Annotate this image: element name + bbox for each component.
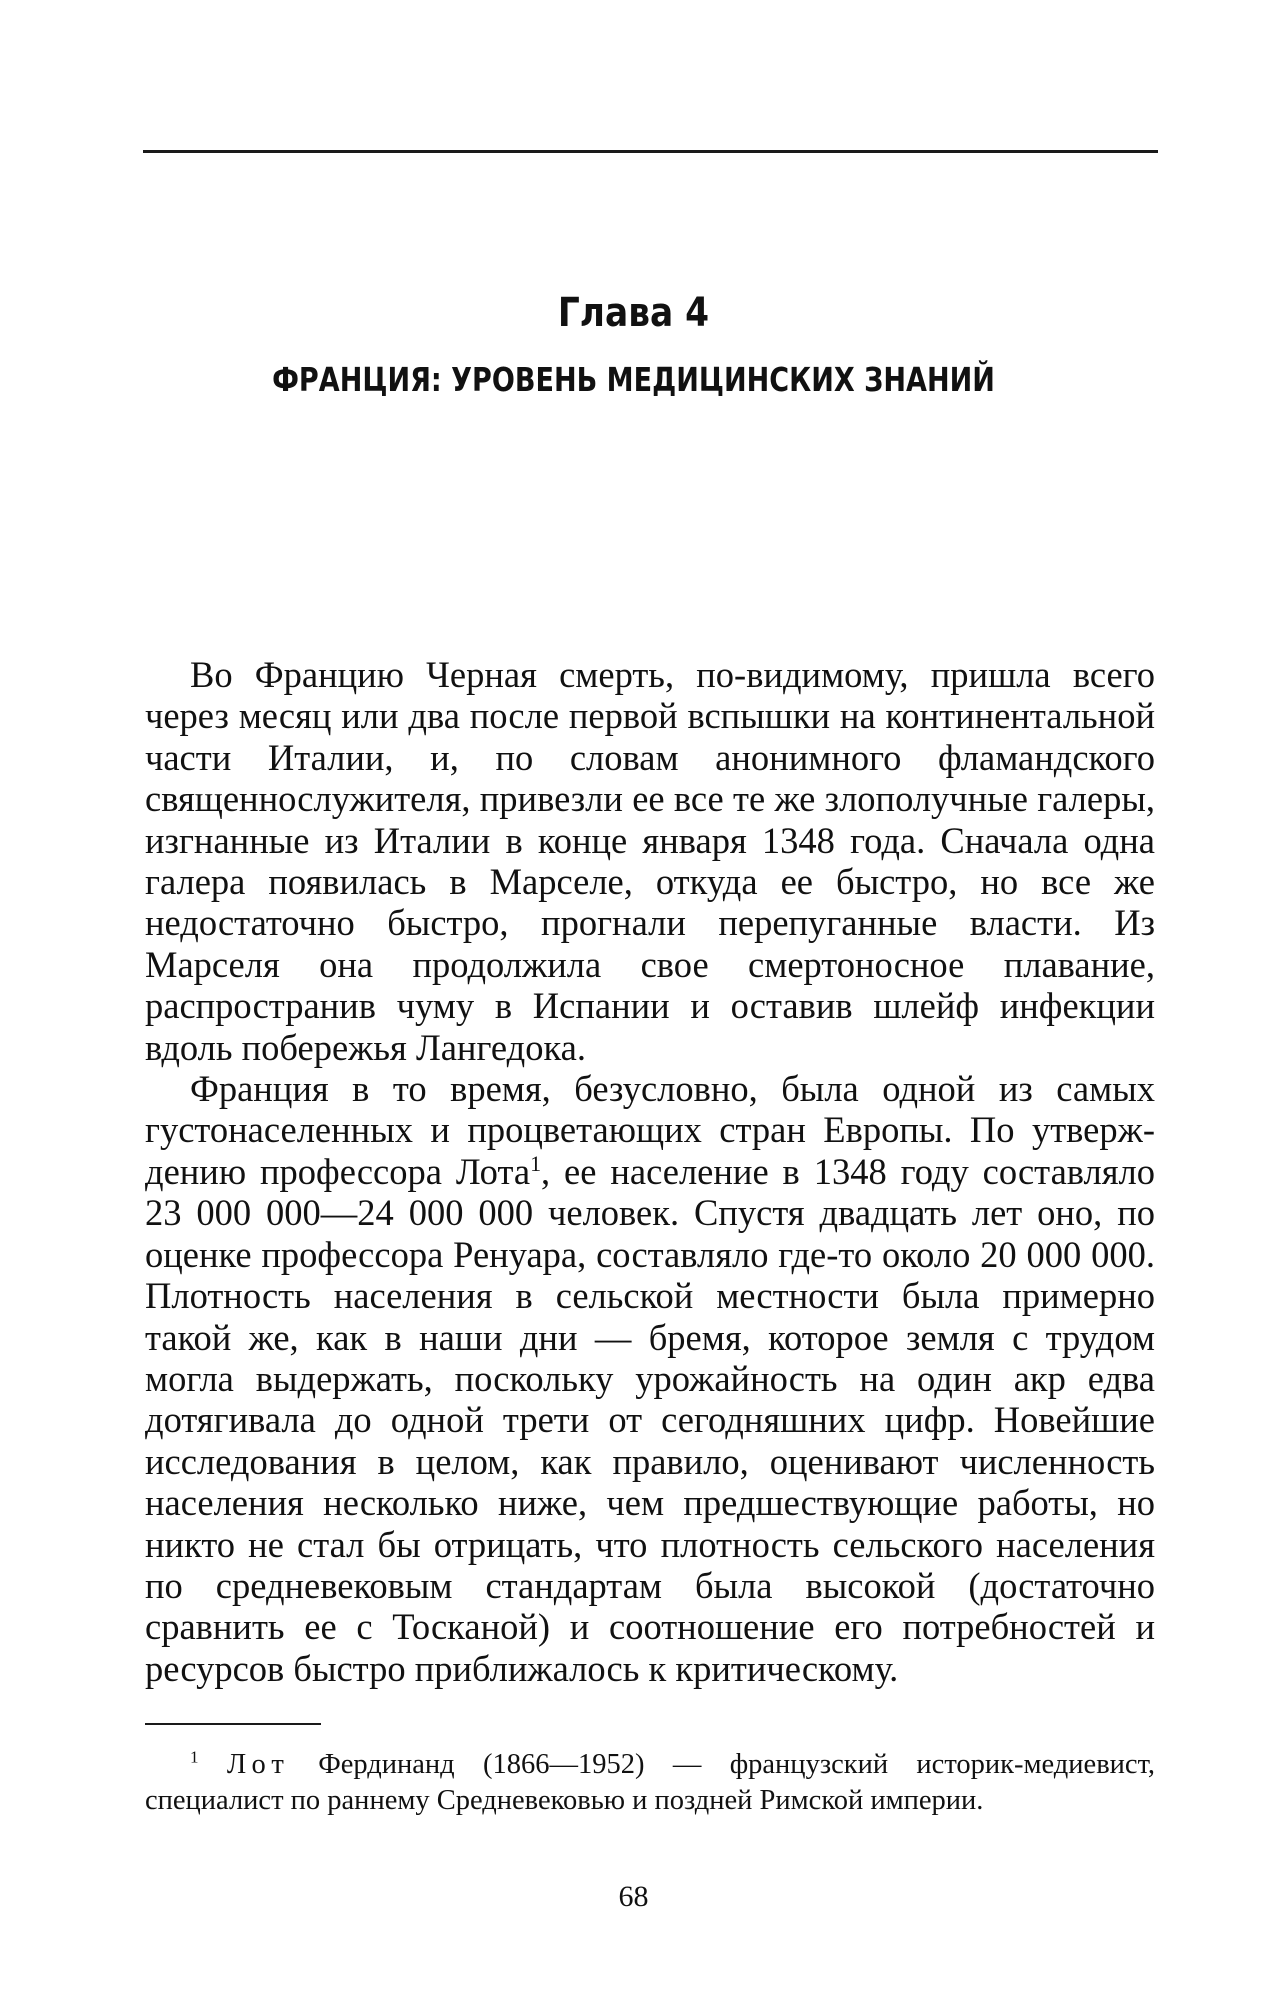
footnote bbox=[145, 1747, 1155, 1819]
header-rule bbox=[143, 150, 1158, 153]
paragraph-2 bbox=[145, 1068, 1155, 1689]
footnote-separator bbox=[145, 1723, 321, 1725]
body-text bbox=[145, 654, 1155, 1689]
page-number: 68 bbox=[618, 1880, 649, 1913]
footnote-reference[interactable]: 1 bbox=[530, 1150, 542, 1176]
paragraph-1: Во Францию Черная смерть, по-видимому, пришла всего через месяц или два после первой вспышки на континентальной части Италии, и, по словам анонимного фламандского священнослужителя, привезли ее все те же злополучные галеры, изгнанные из Италии в конце января 1348 года. Сначала одна галера появилась в Марселе, откуда ее быстро, но все же недостаточно быстро, прогнали перепуганные власти. Из Марселя она продолжила свое смертоносное плавание, распространив чуму в Испании и оставив шлейф инфекции вдоль побережья Лангедока. bbox=[145, 654, 1155, 1068]
footnote-name: Лот bbox=[226, 1749, 290, 1780]
paragraph-2-start: Франция в то время, безусловно, была одной из самых густонаселенных и процветающих стран Европы. По утверждению профессора Лота bbox=[145, 1068, 1155, 1192]
chapter-number: Глава 4 bbox=[557, 290, 710, 336]
footnote-marker: 1 bbox=[190, 1747, 199, 1767]
chapter-title: ФРАНЦИЯ: УРОВЕНЬ МЕДИЦИНСКИХ ЗНАНИЙ bbox=[272, 360, 995, 399]
paragraph-2-rest: , ее население в 1348 году составляло 23 000 000—24 000 000 человек. Спустя двадцать лет оно, по оценке профессора Ренуара, составляло где-то около 20 000 000. Плотность населения в сельской местности была примерно такой же, как в наши дни — бремя, которое земля с трудом могла выдержать, поскольку урожайность на один акр едва дотягивала до одной трети от сегодняшних цифр. Новейшие исследования в целом, как правило, оценивают численность населения несколько ниже, чем предшествующие работы, но никто не стал бы отрицать, что плотность сельского населения по средневековым стандартам была высокой (достаточно сравнить ее с Тосканой) и соотношение его потребностей и ресурсов быстро приближалось к критическому. bbox=[145, 1150, 1156, 1689]
footnote-text: Фердинанд (1866—1952) — французский историк-медиевист, специалист по раннему Средневековью и поздней Римской империи. bbox=[145, 1749, 1155, 1816]
